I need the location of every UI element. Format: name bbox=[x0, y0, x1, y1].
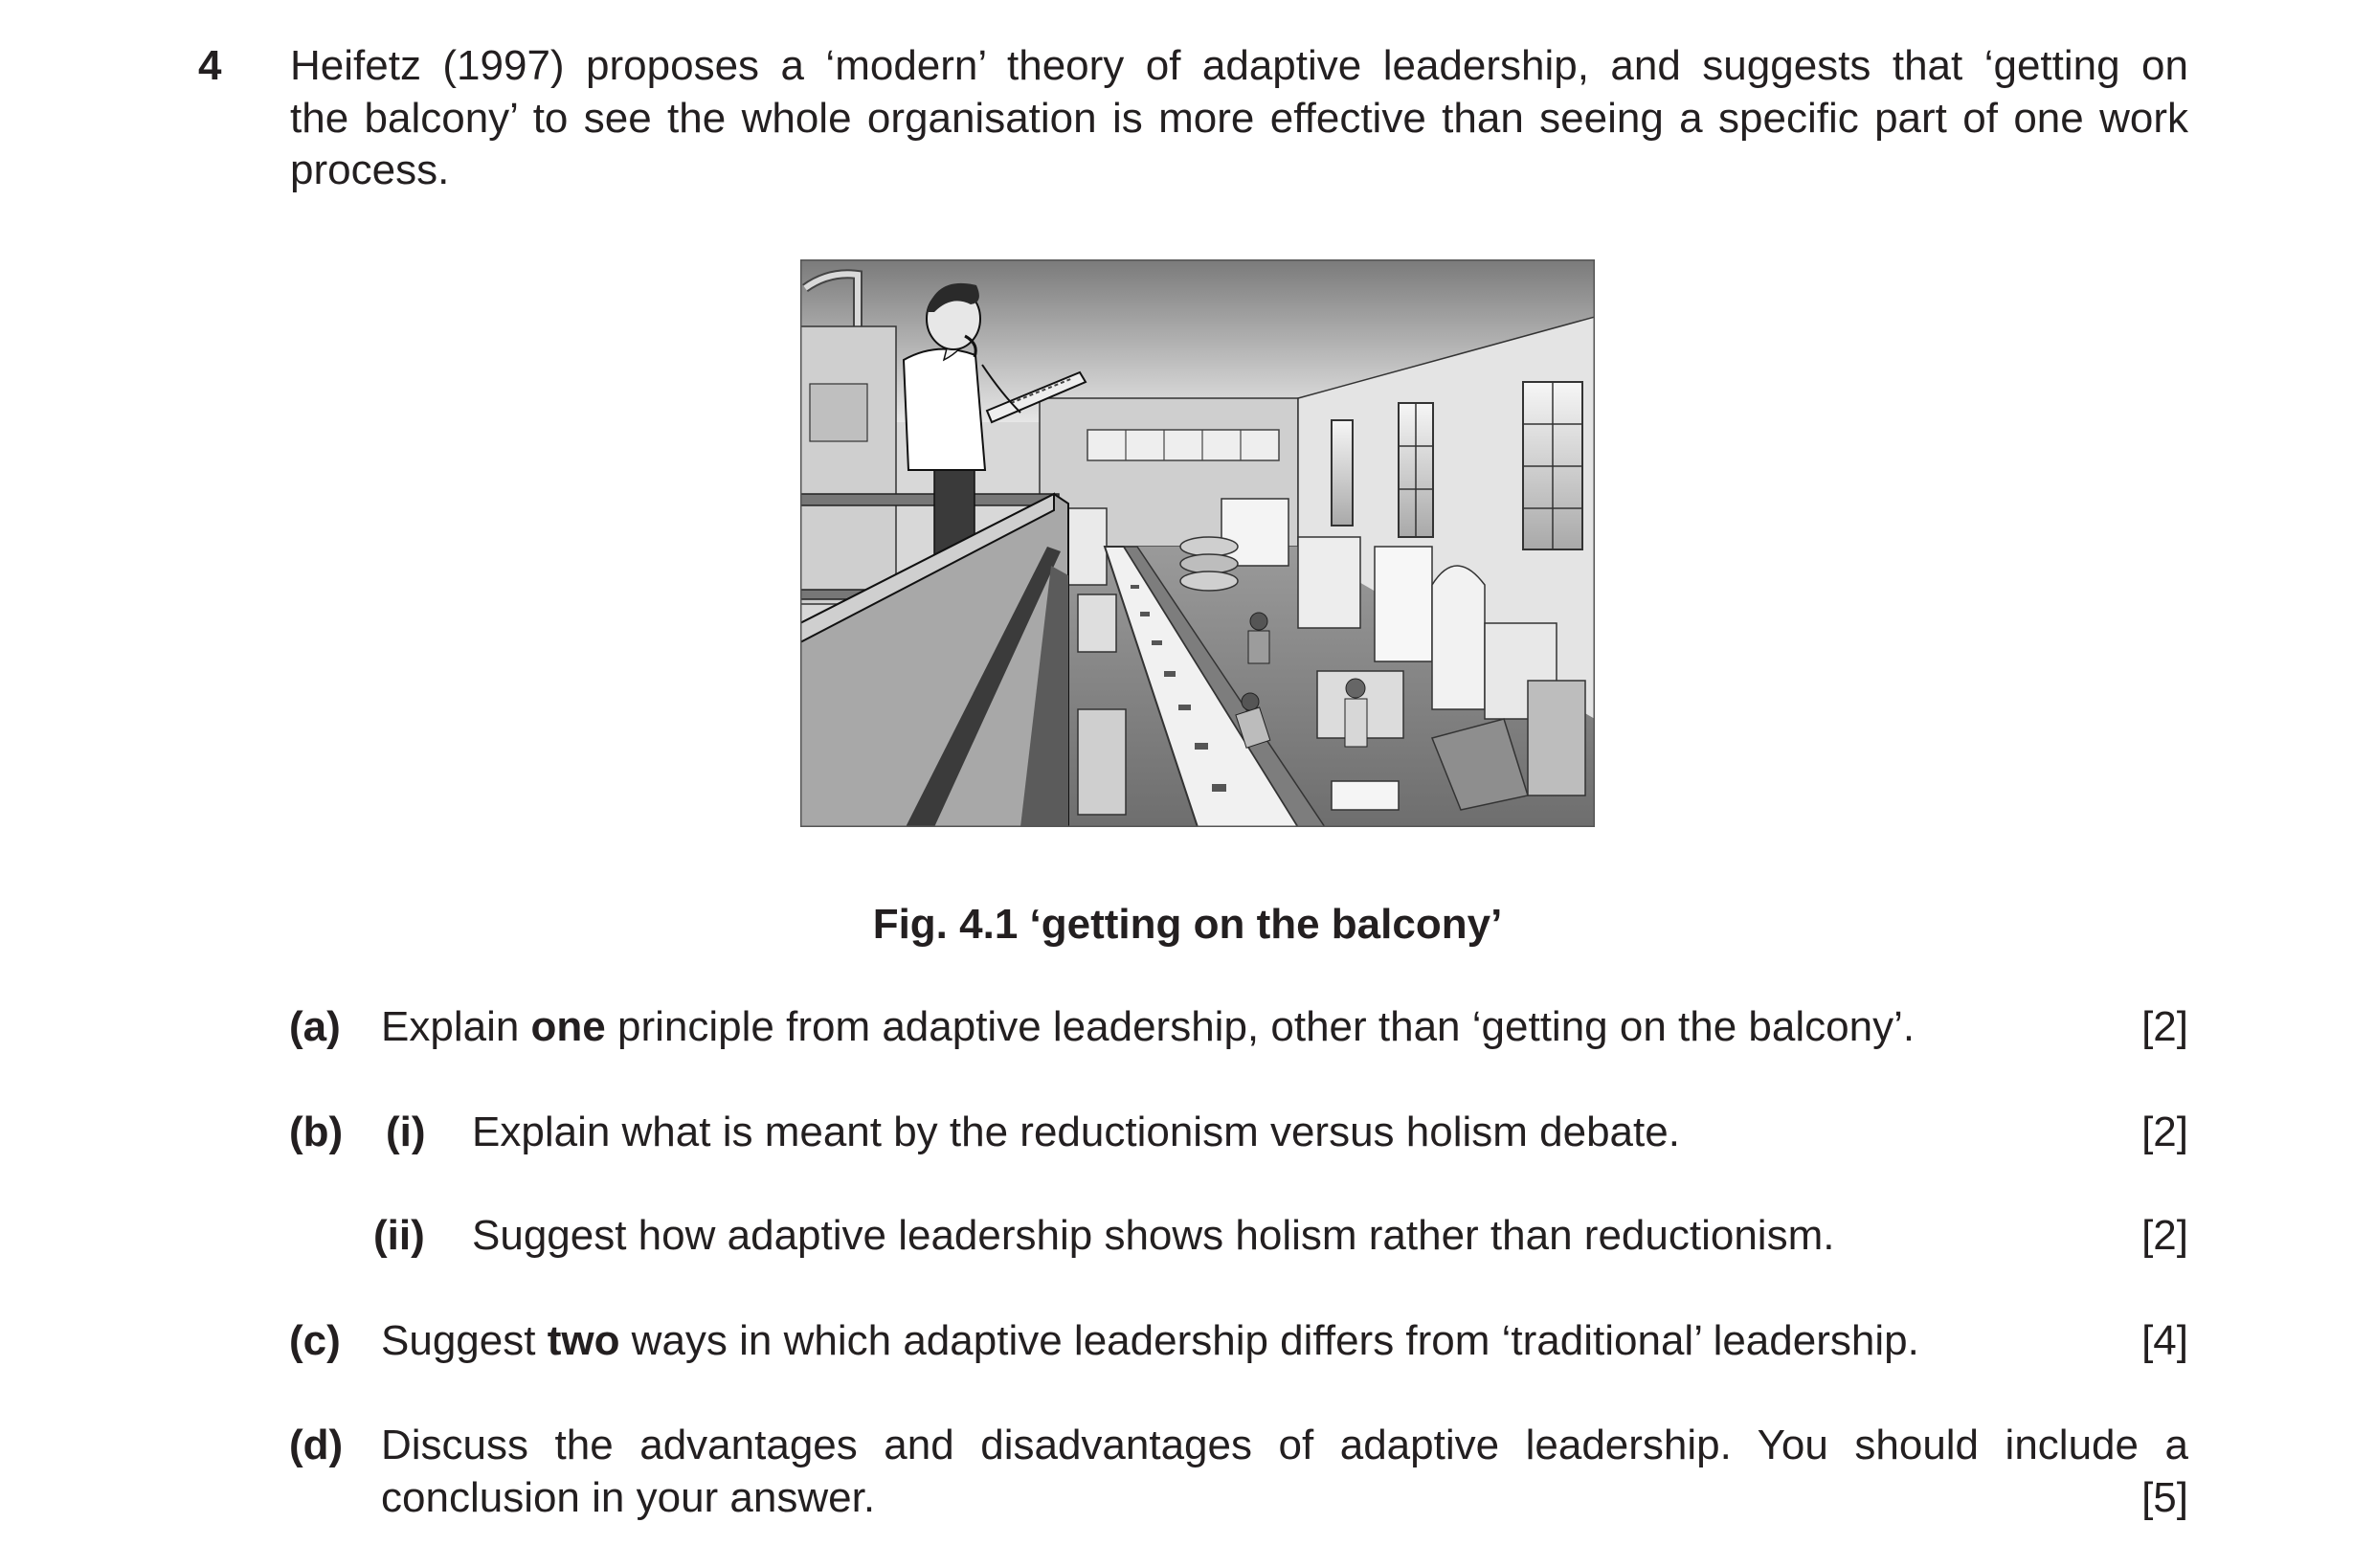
part-d-marks: [5] bbox=[2141, 1474, 2188, 1521]
question-number: 4 bbox=[198, 42, 222, 89]
part-a-text-bold: one bbox=[530, 1003, 606, 1050]
part-d-line-2: conclusion in your answer. bbox=[381, 1473, 876, 1521]
part-c-text bbox=[381, 1315, 1919, 1367]
factory-balcony-illustration bbox=[800, 259, 1595, 827]
part-c-text-bold: two bbox=[547, 1317, 620, 1364]
part-b-ii-marks: [2] bbox=[2141, 1212, 2188, 1259]
part-b-i-marks: [2] bbox=[2141, 1109, 2188, 1155]
part-d-label: (d) bbox=[289, 1422, 344, 1468]
intro-line-2: the balcony’ to see the whole organisation is more effective than seeing a specific part of one work bbox=[290, 94, 2188, 142]
part-b-label: (b) bbox=[289, 1109, 344, 1155]
figure-caption: Fig. 4.1 ‘getting on the balcony’ bbox=[872, 901, 1503, 948]
part-a-text-post: principle from adaptive leadership, other than ‘getting on the balcony’. bbox=[605, 1003, 1916, 1050]
part-d-text bbox=[381, 1420, 2188, 1524]
part-a-marks: [2] bbox=[2141, 1003, 2188, 1050]
part-b-ii-text: Suggest how adaptive leadership shows holism rather than reductionism. bbox=[472, 1212, 1835, 1259]
part-a-text bbox=[381, 1001, 1915, 1053]
part-c-text-post: ways in which adaptive leadership differs from ‘traditional’ leadership. bbox=[619, 1317, 1919, 1364]
part-a-text-pre: Explain bbox=[381, 1003, 531, 1050]
intro-line-3: process. bbox=[290, 146, 450, 193]
part-c-text-pre: Suggest bbox=[381, 1317, 548, 1364]
part-b-i-label: (i) bbox=[386, 1109, 426, 1155]
part-b-i-text: Explain what is meant by the reductionism versus holism debate. bbox=[472, 1109, 1680, 1155]
part-b-ii-label: (ii) bbox=[373, 1212, 425, 1259]
part-d-line-1: Discuss the advantages and disadvantages of adaptive leadership. You should include a bbox=[381, 1422, 2188, 1468]
question-intro bbox=[290, 40, 2188, 197]
part-a-label: (a) bbox=[289, 1003, 341, 1050]
intro-line-1: Heifetz (1997) proposes a ‘modern’ theory of adaptive leadership, and suggests that ‘getting on bbox=[290, 42, 2188, 89]
part-c-marks: [4] bbox=[2141, 1317, 2188, 1364]
part-c-label: (c) bbox=[289, 1317, 341, 1364]
